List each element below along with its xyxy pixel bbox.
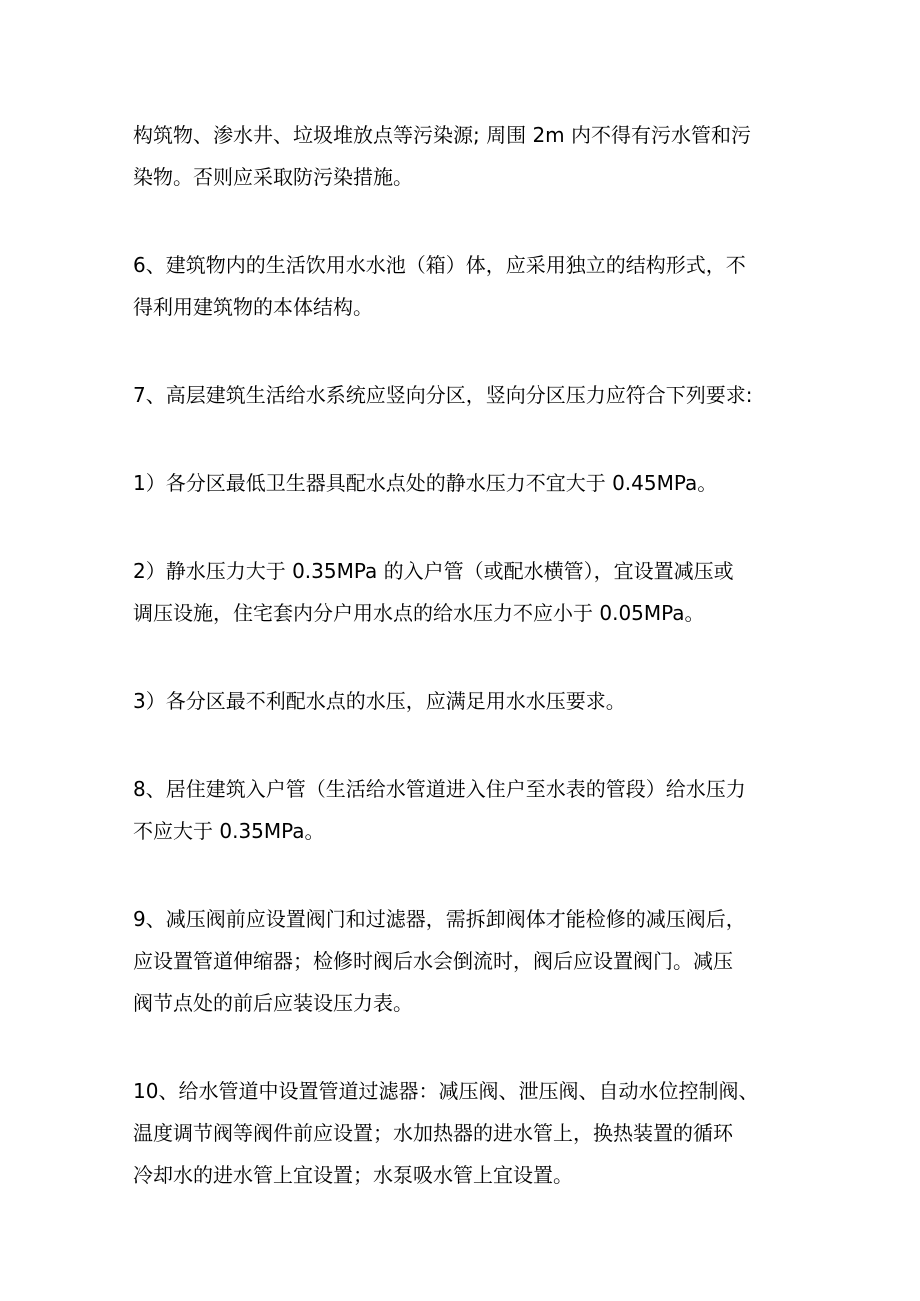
text-line: 阀节点处的前后应装设压力表。 — [133, 991, 413, 1015]
text-line: 10、给水管道中设置管道过滤器：减压阀、泄压阀、自动水位控制阀、 — [133, 1079, 759, 1103]
paragraph-item-6 — [133, 244, 801, 328]
text-line: 2）静水压力大于 0.35MPa 的入户管（或配水横管），宜设置减压或 — [133, 559, 734, 583]
paragraph-item-7-3 — [133, 680, 801, 722]
text-line: 1）各分区最低卫生器具配水点处的静水压力不宜大于 0.45MPa。 — [133, 471, 718, 495]
paragraph-item-7-2 — [133, 550, 801, 634]
document-body — [133, 114, 801, 1196]
text-line: 9、减压阀前应设置阀门和过滤器，需拆卸阀体才能检修的减压阀后， — [133, 907, 746, 931]
text-line: 不应大于 0.35MPa。 — [133, 819, 325, 843]
text-line: 应设置管道伸缩器；检修时阀后水会倒流时，阀后应设置阀门。减压 — [133, 949, 733, 973]
text-line: 调压设施，住宅套内分户用水点的给水压力不应小于 0.05MPa。 — [133, 601, 705, 625]
paragraph-item-7-1 — [133, 462, 801, 504]
paragraph-item-10 — [133, 1070, 801, 1196]
text-line: 温度调节阀等阀件前应设置；水加热器的进水管上，换热装置的循环 — [133, 1121, 733, 1145]
paragraph-item-7 — [133, 374, 801, 416]
text-line: 得利用建筑物的本体结构。 — [133, 295, 373, 319]
paragraph-pollution-sources — [133, 114, 801, 198]
paragraph-item-9 — [133, 898, 801, 1024]
text-line: 构筑物、渗水井、垃圾堆放点等污染源; 周围 2m 内不得有污水管和污 — [133, 123, 752, 147]
text-line: 7、高层建筑生活给水系统应竖向分区，竖向分区压力应符合下列要求: — [133, 383, 753, 407]
text-line: 3）各分区最不利配水点的水压，应满足用水水压要求。 — [133, 689, 626, 713]
text-line: 8、居住建筑入户管（生活给水管道进入住户至水表的管段）给水压力 — [133, 777, 746, 801]
text-line: 染物。否则应采取防污染措施。 — [133, 165, 413, 189]
text-line: 冷却水的进水管上宜设置；水泵吸水管上宜设置。 — [133, 1163, 573, 1187]
paragraph-item-8 — [133, 768, 801, 852]
text-line: 6、建筑物内的生活饮用水水池（箱）体，应采用独立的结构形式，不 — [133, 253, 746, 277]
